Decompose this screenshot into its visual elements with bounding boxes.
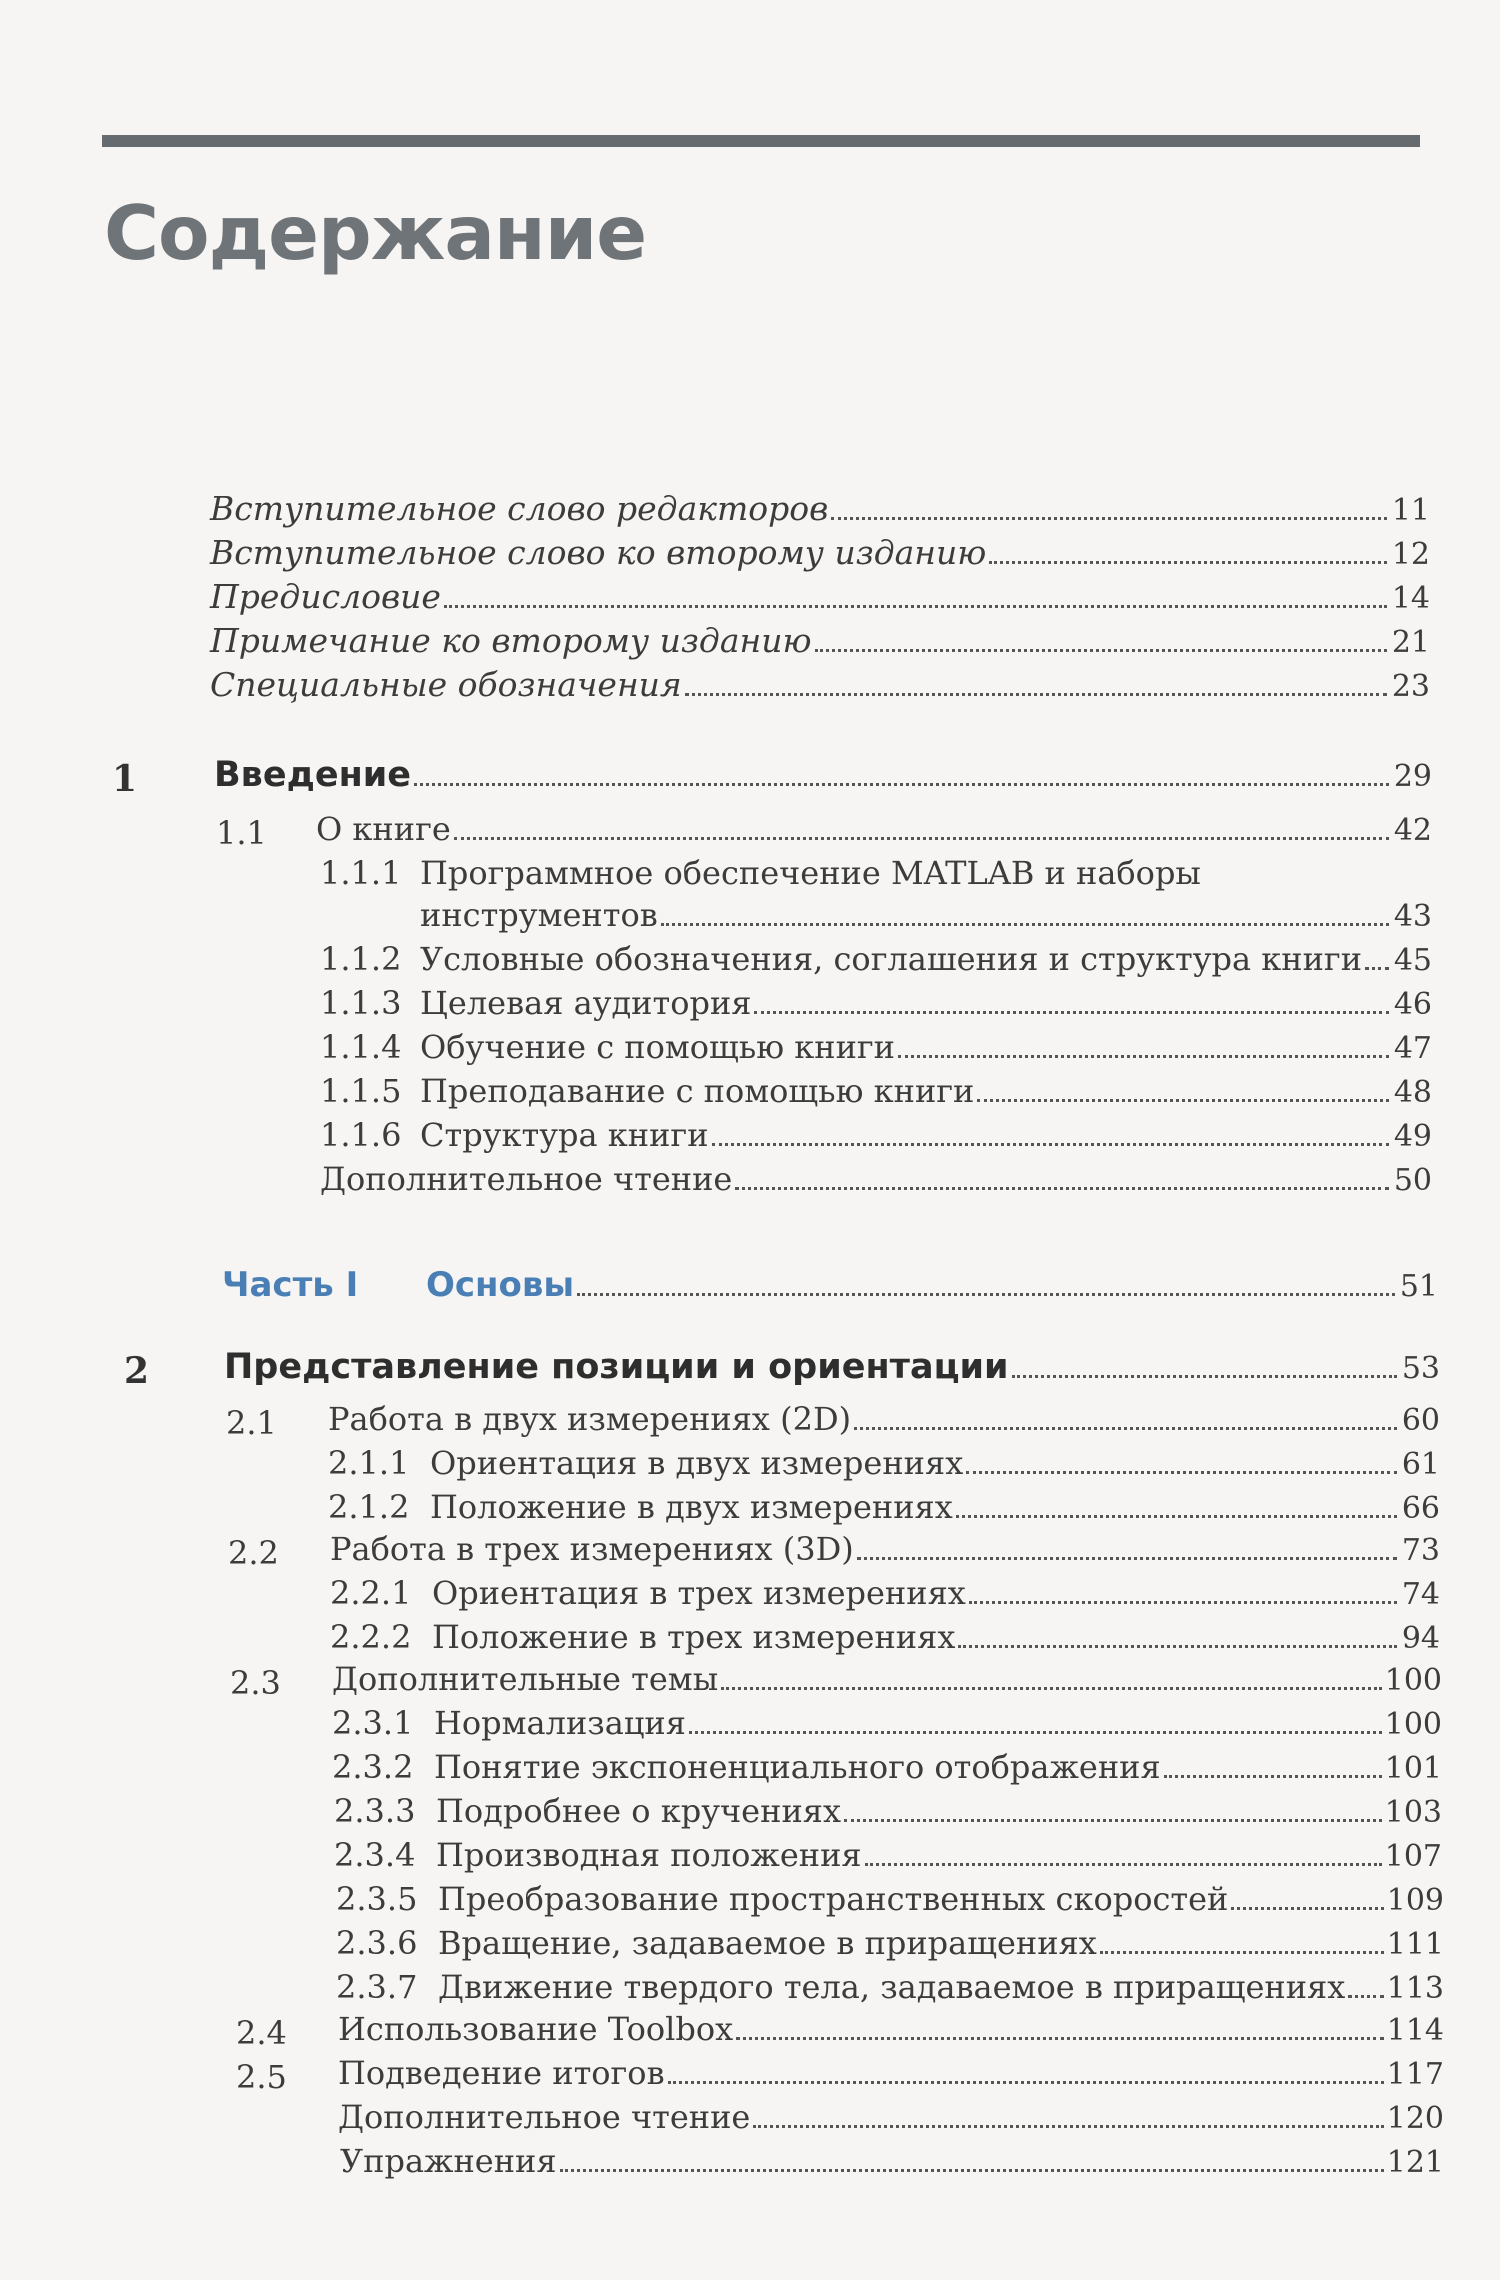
page-number: 49 [1393, 1119, 1432, 1154]
dot-leader [712, 1141, 1389, 1146]
dot-leader [989, 559, 1387, 564]
page-number: 66 [1401, 1491, 1440, 1526]
toc-entry-section[interactable] [328, 1396, 1440, 1442]
page-number: 21 [1391, 625, 1430, 660]
dot-leader [815, 647, 1387, 652]
dot-leader [414, 781, 1389, 786]
dot-leader [735, 1185, 1389, 1190]
page-number: 107 [1384, 1839, 1442, 1874]
entry-label: О книге [316, 810, 451, 848]
section-number: 2.3 [230, 1664, 281, 1702]
entry-label: Понятие экспоненциального отображения [434, 1748, 1161, 1786]
page-number: 100 [1384, 1707, 1442, 1742]
section-number: 2.5 [236, 2058, 287, 2096]
page-number: 47 [1393, 1031, 1432, 1066]
page-number: 46 [1393, 987, 1432, 1022]
subsection-number: 2.3.3 [334, 1792, 416, 1830]
section-number: 2.1 [226, 1404, 277, 1442]
page-number: 114 [1386, 2013, 1444, 2048]
entry-label: Преподавание с помощью книги [420, 1072, 975, 1110]
subsection-number: 2.1.2 [328, 1488, 410, 1526]
dot-leader [977, 1097, 1389, 1102]
toc-entry-subsection[interactable] [430, 1484, 1440, 1530]
page-number: 42 [1393, 813, 1432, 848]
toc-entry-part[interactable] [426, 1262, 1438, 1308]
entry-label: Ориентация в трех измерениях [432, 1574, 966, 1612]
subsection-number: 1.1.3 [320, 984, 402, 1022]
section-number: 2.4 [236, 2014, 287, 2052]
dot-leader [689, 1729, 1382, 1734]
dot-leader [966, 1469, 1397, 1474]
toc-entry-subsection[interactable] [436, 1832, 1442, 1878]
entry-label: Вращение, задаваемое в приращениях [438, 1924, 1097, 1962]
dot-leader [844, 1817, 1382, 1822]
chapter-number: 2 [124, 1350, 150, 1392]
chapter-title: Введение [214, 755, 412, 795]
toc-entry-subsection[interactable] [432, 1614, 1440, 1660]
dot-leader [685, 691, 1387, 696]
page-number: 60 [1401, 1403, 1440, 1438]
page-number: 50 [1393, 1163, 1432, 1198]
toc-entry-subsection[interactable] [436, 1788, 1442, 1834]
page-number: 121 [1386, 2145, 1444, 2180]
dot-leader [577, 1291, 1395, 1296]
toc-entry-section[interactable] [316, 806, 1432, 852]
page-number: 48 [1393, 1075, 1432, 1110]
subsection-number: 2.2.1 [330, 1574, 412, 1612]
entry-label: Предисловие [210, 577, 441, 616]
entry-label: Положение в трех измерениях [432, 1618, 956, 1656]
entry-label: Положение в двух измерениях [430, 1488, 953, 1526]
entry-label: Примечание ко второму изданию [210, 621, 812, 660]
dot-leader [736, 2035, 1384, 2040]
subsection-number: 1.1.1 [320, 854, 402, 892]
entry-label: Работа в двух измерениях (2D) [328, 1400, 852, 1438]
page-number: 101 [1384, 1751, 1442, 1786]
subsection-number: 2.3.4 [334, 1836, 416, 1874]
chapter-title: Представление позиции и ориентации [224, 1347, 1009, 1387]
toc-entry-section[interactable] [330, 1526, 1440, 1572]
toc-entry-subsection[interactable] [438, 1876, 1444, 1922]
entry-label: Специальные обозначения [210, 665, 682, 704]
subsection-number: 2.3.2 [332, 1748, 414, 1786]
dot-leader [956, 1513, 1397, 1518]
entry-label-line2: инструментов [420, 896, 658, 934]
toc-entry-subsection[interactable] [420, 1024, 1432, 1070]
dot-leader [1100, 1949, 1384, 1954]
dot-leader [661, 921, 1389, 926]
dot-leader [1365, 965, 1389, 970]
toc-entry-subsection[interactable] [420, 1068, 1432, 1114]
dot-leader [865, 1861, 1382, 1866]
dot-leader [831, 515, 1387, 520]
toc-entry-subsection[interactable] [434, 1744, 1442, 1790]
page-number: 43 [1393, 899, 1432, 934]
page-number: 61 [1401, 1447, 1440, 1482]
toc-entry-section[interactable] [338, 2094, 1444, 2140]
page-number: 117 [1386, 2057, 1444, 2092]
toc-entry-subsection[interactable] [434, 1700, 1442, 1746]
toc-entry-front[interactable] [210, 486, 1430, 532]
subsection-number: 2.3.1 [332, 1704, 414, 1742]
page-number: 94 [1401, 1621, 1440, 1656]
dot-leader [1164, 1773, 1382, 1778]
entry-label: Вступительное слово редакторов [210, 489, 829, 528]
page-number: 120 [1386, 2101, 1444, 2136]
page-number: 23 [1391, 669, 1430, 704]
entry-label: Упражнения [340, 2142, 557, 2180]
toc-entry-subsection[interactable] [430, 1440, 1440, 1486]
dot-leader [560, 2167, 1384, 2172]
dot-leader [454, 835, 1389, 840]
toc-entry-subsection[interactable] [438, 1964, 1444, 2010]
toc-entry-front[interactable] [210, 662, 1430, 708]
dot-leader [958, 1643, 1397, 1648]
part-number: Часть I [222, 1265, 359, 1305]
toc-entry-front[interactable] [210, 618, 1430, 664]
dot-leader [1231, 1905, 1383, 1910]
toc-entry-front[interactable] [210, 574, 1430, 620]
section-number: 1.1 [216, 814, 267, 852]
section-number: 2.2 [228, 1534, 279, 1572]
page-number: 45 [1393, 943, 1432, 978]
dot-leader [969, 1599, 1397, 1604]
toc-entry-subsection[interactable] [438, 1920, 1444, 1966]
page-number: 113 [1386, 1971, 1444, 2006]
dot-leader [753, 2123, 1383, 2128]
entry-label: Условные обозначения, соглашения и структура книги [420, 940, 1363, 978]
page-number: 11 [1391, 493, 1430, 528]
subsection-number: 1.1.4 [320, 1028, 402, 1066]
entry-label-line1: Программное обеспечение MATLAB и наборы [420, 854, 1201, 892]
entry-label: Целевая аудитория [420, 984, 752, 1022]
toc-entry-section[interactable] [332, 1656, 1442, 1702]
entry-label: Ориентация в двух измерениях [430, 1444, 964, 1482]
dot-leader [754, 1009, 1389, 1014]
dot-leader [668, 2079, 1384, 2084]
entry-label: Работа в трех измерениях (3D) [330, 1530, 854, 1568]
subsection-number: 2.1.1 [328, 1444, 410, 1482]
toc-entry-section[interactable] [338, 2050, 1444, 2096]
toc-entry-subsection[interactable] [420, 936, 1432, 982]
page-number: 51 [1399, 1269, 1438, 1304]
page-number: 109 [1386, 1883, 1444, 1918]
subsection-number: 1.1.6 [320, 1116, 402, 1154]
entry-label: Нормализация [434, 1704, 686, 1742]
toc-entry-subsection[interactable] [420, 892, 1432, 938]
toc-entry-subsection[interactable] [420, 1112, 1432, 1158]
page-number: 111 [1386, 1927, 1444, 1962]
entry-label: Дополнительное чтение [320, 1160, 733, 1198]
page-number: 100 [1384, 1663, 1442, 1698]
page-number: 14 [1391, 581, 1430, 616]
page-title: Содержание [104, 189, 647, 277]
dot-leader [1348, 1993, 1383, 1998]
entry-label: Обучение с помощью книги [420, 1028, 895, 1066]
dot-leader [898, 1053, 1389, 1058]
page-number: 53 [1401, 1351, 1440, 1386]
dot-leader [1012, 1373, 1397, 1378]
entry-label: Дополнительное чтение [338, 2098, 751, 2136]
entry-label: Производная положения [436, 1836, 862, 1874]
toc-entry-section[interactable] [320, 1156, 1432, 1202]
entry-label: Подробнее о кручениях [436, 1792, 841, 1830]
toc-entry-subsection[interactable] [420, 980, 1432, 1026]
page-number: 29 [1393, 759, 1432, 794]
entry-label: Подведение итогов [338, 2054, 665, 2092]
page-number: 74 [1401, 1577, 1440, 1612]
dot-leader [721, 1685, 1382, 1690]
entry-label: Движение твердого тела, задаваемое в приращениях [438, 1968, 1346, 2006]
dot-leader [857, 1555, 1397, 1560]
dot-leader [444, 603, 1387, 608]
subsection-number: 1.1.5 [320, 1072, 402, 1110]
entry-label: Использование Toolbox [338, 2010, 734, 2048]
toc-entry-section[interactable] [340, 2138, 1444, 2184]
toc-entry-subsection[interactable] [432, 1570, 1440, 1616]
page-number: 12 [1391, 537, 1430, 572]
toc-entry-chapter[interactable] [214, 752, 1432, 798]
entry-label: Преобразование пространственных скоростей [438, 1880, 1229, 1918]
subsection-number: 2.3.7 [336, 1968, 418, 2006]
page-number: 73 [1401, 1533, 1440, 1568]
toc-entry-chapter[interactable] [224, 1344, 1440, 1390]
subsection-number: 2.3.5 [336, 1880, 418, 1918]
page-number: 103 [1384, 1795, 1442, 1830]
toc-entry-section[interactable] [338, 2006, 1444, 2052]
entry-label: Структура книги [420, 1116, 709, 1154]
subsection-number: 2.2.2 [330, 1618, 412, 1656]
toc-entry-front[interactable] [210, 530, 1430, 576]
subsection-number: 2.3.6 [336, 1924, 418, 1962]
subsection-number: 1.1.2 [320, 940, 402, 978]
part-title: Основы [426, 1265, 575, 1305]
dot-leader [854, 1425, 1397, 1430]
chapter-number: 1 [112, 758, 138, 800]
entry-label: Вступительное слово ко второму изданию [210, 533, 987, 572]
entry-label: Дополнительные темы [332, 1660, 719, 1698]
